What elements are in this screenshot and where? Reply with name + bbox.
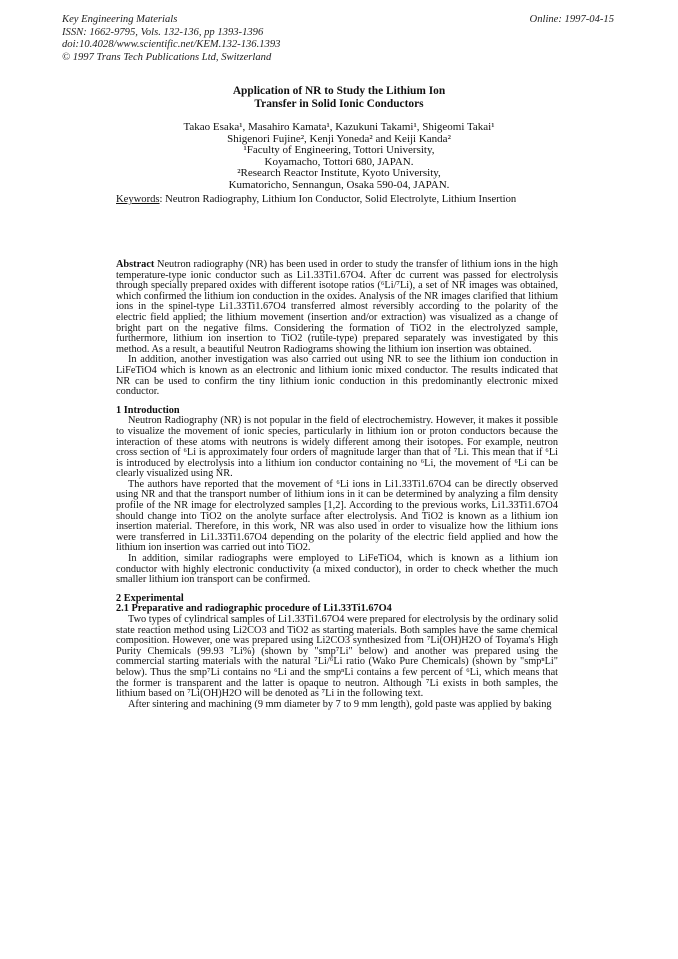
keywords-label: Keywords bbox=[116, 194, 160, 205]
authors-line-2: Shigenori Fujine², Kenji Yoneda² and Keiji Kanda² bbox=[227, 132, 451, 145]
affiliation-1: ¹Faculty of Engineering, Tottori University, bbox=[243, 144, 435, 157]
abstract-paragraph bbox=[116, 260, 558, 355]
experimental-paragraph-2: After sintering and machining (9 mm diameter by 7 to 9 mm length), gold paste was applied by baking bbox=[128, 698, 552, 710]
keywords-line bbox=[116, 194, 516, 205]
title-block bbox=[0, 85, 678, 192]
intro-paragraph-1: Neutron Radiography (NR) is not popular in the field of electrochemistry. However, it makes it possible to visualize the movement of ionic species, particularly in lithium ion or proton conductors because the interaction of these atoms with neutrons is widely different among their isotopes. For example, neutron cross section of ⁶Li is approximately four orders of magnitude larger than that of ⁷Li. This mean that if ⁶Li is introduced by electrolysis into a lithium ion conductor containing no ⁶Li, the movement of ⁶Li can be clearly visualized using NR. bbox=[116, 415, 558, 480]
section-2-heading: 2 Experimental bbox=[116, 592, 184, 604]
page-header-meta bbox=[62, 14, 280, 64]
section-2-1-heading: 2.1 Preparative and radiographic procedure of Li1.33Ti1.67O4 bbox=[116, 603, 392, 615]
doi-line: doi:10.4028/www.scientific.net/KEM.132-136.1393 bbox=[62, 39, 281, 51]
issn-line: ISSN: 1662-9795, Vols. 132-136, pp 1393-1396 bbox=[62, 26, 264, 38]
intro-paragraph-3: In addition, similar radiographs were employed to LiFeTiO4, which is known as a lithium ion conductor with highly electronic conductivity (a mixed conductor), in order to check whether the much smaller lithium ion transport can be confirmed. bbox=[116, 553, 558, 586]
online-date: Online: 1997-04-15 bbox=[529, 14, 614, 25]
abstract-label: Abstract bbox=[116, 259, 155, 270]
affiliation-2-address: Kumatoricho, Sennangun, Osaka 590-04, JAPAN. bbox=[228, 178, 450, 191]
copyright-line: © 1997 Trans Tech Publications Ltd, Switzerland bbox=[62, 51, 272, 63]
author-list bbox=[0, 122, 678, 192]
experimental-paragraph-1: Two types of cylindrical samples of Li1.33Ti1.67O4 were prepared for electrolysis by the ordinary solid state reaction method using Li2CO3 and TiO2 as starting materials. Both samples have the same chemical composition. However, one was prepared using Li2CO3 synthesized from ⁷Li(OH)H2O of Toyama's High Purity Chemicals (99.93 ⁷Li%) (shown by "smp⁷Li" below) and another was prepared using the commercial starting materials with the natural ⁷Li/⁶Li ratio (Wako Pure Chemicals) (shown by "smpⁿLi" below). Thus the smp⁷Li contains no ⁶Li and the smpⁿLi contains a few percent of ⁶Li, which means that the former is transparent and the latter is opaque to neutron. Although ⁷Li exists in both samples, the lithium based on ⁷Li(OH)H2O will be denoted as ⁷Li in the following text. bbox=[116, 614, 558, 700]
abstract-paragraph-2: In addition, another investigation was also carried out using NR to see the lithium ion conduction in LiFeTiO4 which is known as an electronic and lithium ionic mixed conductor. The results indicated that NR can be used to confirm the tiny lithium ionic conduction in this predominantly electronic mixed conductor. bbox=[116, 354, 558, 398]
paper-body bbox=[116, 260, 558, 710]
abstract-text: Neutron radiography (NR) has been used in order to study the transfer of lithium ions in the high temperature-type ionic conductor such as Li1.33Ti1.67O4. After dc current was passed for electrolysis through specially prepared oxides with different isotope ratios (⁶Li/⁷Li), a set of NR images was obtained, which confirmed the lithium ion conduction in the oxides. Analysis of the NR images clarified that lithium ions in the spinel-type Li1.33Ti1.67O4 transferred almost reversibly according to the polarity of the electric field applied; the lithium movement (insertion and/or extraction) was visualized as a change of bright part on the negative films. Considering the formation of TiO2 in the electrolyzed sample, furthermore, lithium ion insertion to TiO2 (rutile-type) prepared separately was investigated by this method. As a result, a beautiful Neutron Radiograms showing the lithium ion insertion was obtained. bbox=[116, 259, 559, 355]
affiliation-2: ²Research Reactor Institute, Kyoto University, bbox=[237, 167, 441, 180]
affiliation-1-address: Koyamacho, Tottori 680, JAPAN. bbox=[264, 155, 414, 168]
section-1-heading: 1 Introduction bbox=[116, 404, 180, 416]
keywords-text: : Neutron Radiography, Lithium Ion Conductor, Solid Electrolyte, Lithium Insertion bbox=[159, 194, 517, 205]
intro-paragraph-2: The authors have reported that the movement of ⁶Li ions in Li1.33Ti1.67O4 can be directly observed using NR and that the transport number of lithium ions in it can be determined by analyzing a film density profile of the NR image for electrolyzed samples [1,2]. According to the previous works, Li1.33Ti1.67O4 should change into TiO2 on the anolyte surface after electrolysis. And TiO2 is known as a lithium ion insertion material. Therefore, in this work, NR was also used in order to visualize how the lithium ions were transferred in Li1.33Ti1.67O4 depending on the polarity of the electric field applied and how the lithium ion insertion was carried out into TiO2. bbox=[116, 478, 558, 554]
paper-title: Application of NR to Study the Lithium Ion Transfer in Solid Ionic Conductors bbox=[232, 85, 446, 110]
journal-name: Key Engineering Materials bbox=[62, 14, 178, 25]
authors-line-1: Takao Esaka¹, Masahiro Kamata¹, Kazukuni Takami¹, Shigeomi Takai¹ bbox=[183, 121, 495, 133]
